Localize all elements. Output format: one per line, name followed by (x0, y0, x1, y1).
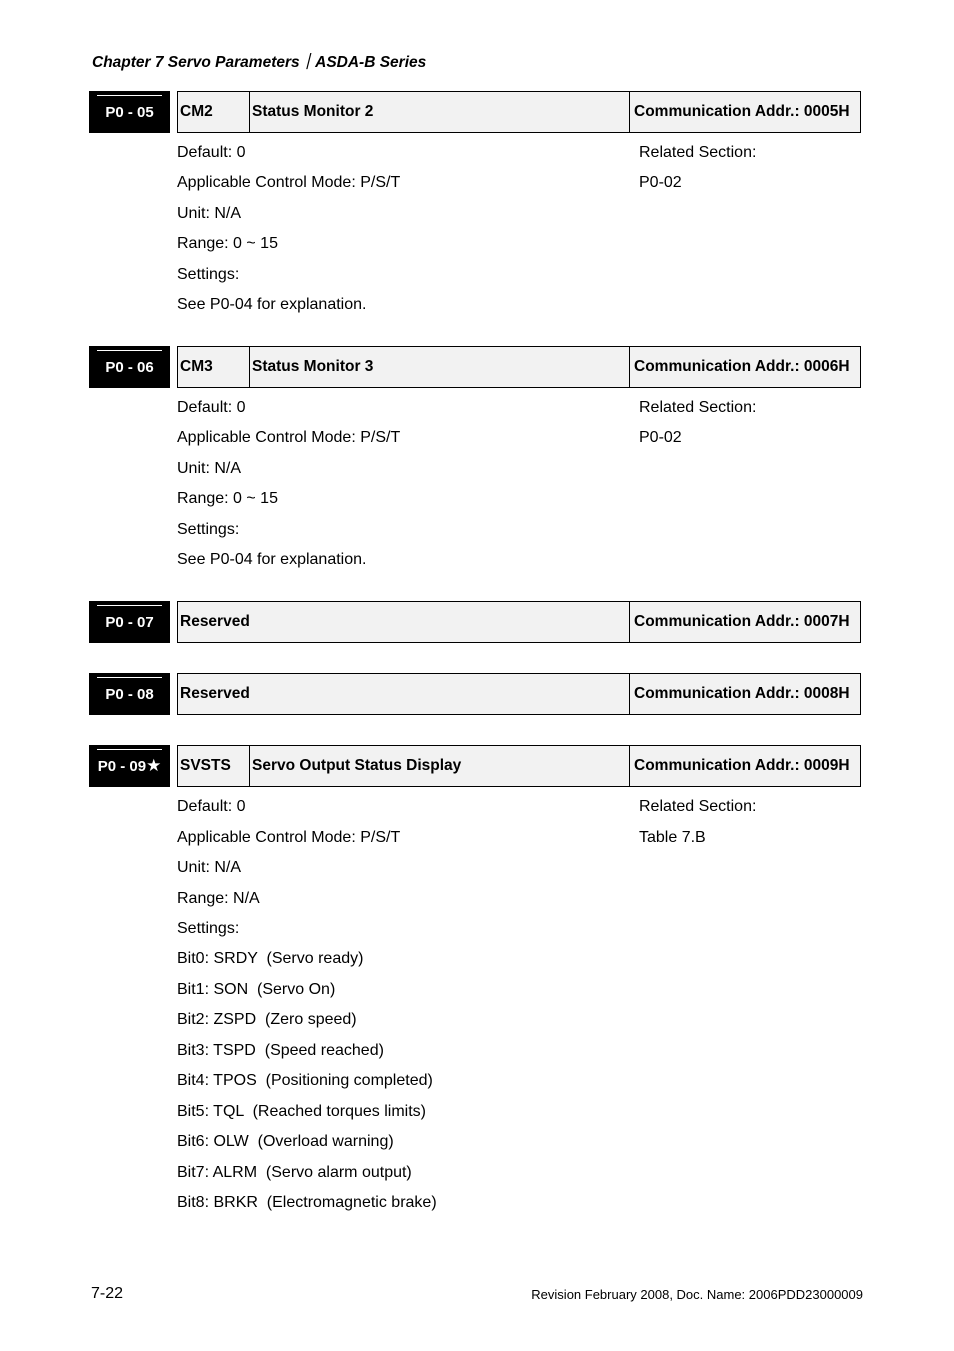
param-comm-addr: Communication Addr.: 0006H (634, 358, 850, 375)
param-code: CM3 (178, 347, 250, 387)
param-comm-addr: Communication Addr.: 0005H (634, 103, 850, 120)
settings-text: See P0-04 for explanation. (177, 551, 367, 568)
default-value: Default: 0 (177, 798, 246, 815)
unit: Unit: N/A (177, 460, 242, 477)
range: Range: N/A (177, 890, 260, 907)
related-section-value: Table 7.B (639, 829, 706, 846)
control-mode: Applicable Control Mode: P/S/T (177, 174, 401, 191)
param-header-p0-06 (177, 346, 861, 388)
related-section-label: Related Section: (639, 798, 757, 815)
bit-description: Bit3: TSPD (Speed reached) (177, 1042, 384, 1059)
param-tag-p0-09: P0 - 09 ★ (89, 745, 170, 787)
unit: Unit: N/A (177, 205, 242, 222)
param-name: Servo Output Status Display (250, 746, 630, 786)
param-header-p0-09 (177, 745, 861, 787)
settings-text: See P0-04 for explanation. (177, 296, 367, 313)
param-name: Reserved (178, 674, 630, 714)
control-mode: Applicable Control Mode: P/S/T (177, 829, 401, 846)
bit-description: Bit1: SON (Servo On) (177, 981, 336, 998)
control-mode: Applicable Control Mode: P/S/T (177, 429, 401, 446)
settings-label: Settings: (177, 266, 240, 283)
param-comm-addr: Communication Addr.: 0008H (634, 685, 850, 702)
param-header-p0-07 (177, 601, 861, 643)
param-comm-addr: Communication Addr.: 0009H (634, 757, 850, 774)
param-code: CM2 (178, 92, 250, 132)
bit-description: Bit5: TQL (Reached torques limits) (177, 1103, 426, 1120)
param-tag-p0-05: P0 - 05 (89, 91, 170, 133)
bit-description: Bit6: OLW (Overload warning) (177, 1133, 394, 1150)
param-code: SVSTS (178, 746, 250, 786)
chapter-header: Chapter 7 Servo Parameters｜ASDA-B Series (92, 54, 427, 71)
param-name: Reserved (178, 602, 630, 642)
param-header-p0-08 (177, 673, 861, 715)
param-name: Status Monitor 3 (250, 347, 630, 387)
related-section-label: Related Section: (639, 399, 757, 416)
unit: Unit: N/A (177, 859, 242, 876)
bit-description: Bit7: ALRM (Servo alarm output) (177, 1164, 412, 1181)
param-comm-addr: Communication Addr.: 0007H (634, 613, 850, 630)
param-tag-p0-06: P0 - 06 (89, 346, 170, 388)
related-section-value: P0-02 (639, 174, 682, 191)
param-name: Status Monitor 2 (250, 92, 630, 132)
range: Range: 0 ~ 15 (177, 235, 278, 252)
param-tag-p0-07: P0 - 07 (89, 601, 170, 643)
related-section-label: Related Section: (639, 144, 757, 161)
star-icon: ★ (146, 756, 162, 775)
settings-label: Settings: (177, 920, 240, 937)
related-section-value: P0-02 (639, 429, 682, 446)
default-value: Default: 0 (177, 399, 246, 416)
bit-description: Bit4: TPOS (Positioning completed) (177, 1072, 433, 1089)
bit-description: Bit2: ZSPD (Zero speed) (177, 1011, 357, 1028)
page-number: 7-22 (91, 1285, 124, 1302)
param-header-p0-05 (177, 91, 861, 133)
settings-label: Settings: (177, 521, 240, 538)
bit-description: Bit8: BRKR (Electromagnetic brake) (177, 1194, 437, 1211)
range: Range: 0 ~ 15 (177, 490, 278, 507)
bit-description: Bit0: SRDY (Servo ready) (177, 950, 364, 967)
revision-note: Revision February 2008, Doc. Name: 2006PDD23000009 (531, 1287, 863, 1302)
default-value: Default: 0 (177, 144, 246, 161)
param-tag-p0-08: P0 - 08 (89, 673, 170, 715)
